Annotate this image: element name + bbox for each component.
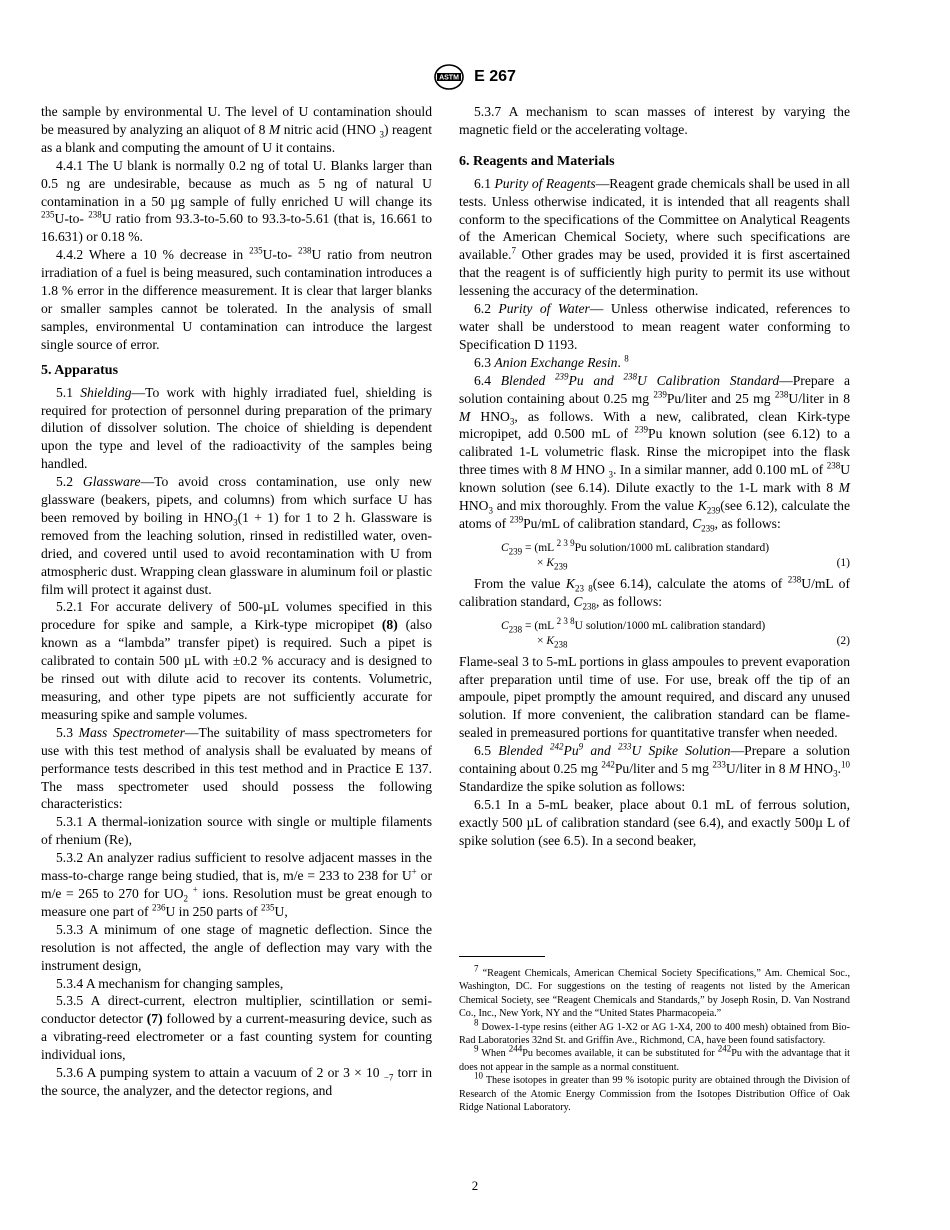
paragraph: 4.4.2 Where a 10 % decrease in $^{235}$U-to- $^{238}$U ratio from neutron irradiation of a fuel is being measured, such contamination introduces a 1.8 % error in the difference measurement. It is clear that larger blanks or smaller samples cannot be tolerated. In the analysis of small samples, environmental U contamination can introduce the largest single source of error. (41, 245, 432, 352)
paragraph: 6.1 Purity of Reagents—Reagent grade chemicals shall be used in all tests. Unless otherwise indicated, it is intended that all reagents shall conform to the specifications of the Committee on Analytical Reagents of the American Chemical Society, where such specifications are available.$^7$ Other grades may be used, provided it is first ascertained that the reagent is of sufficiently high purity to permit its use without lessening the accuracy of the determination. (459, 175, 851, 299)
paragraph: 5.3.6 A pumping system to attain a vacuum of 2 or 3 × 10 $_{-7}$ torr in the source, the analyzer, and the detector regions, and (41, 1065, 433, 1098)
paragraph: 5.3.3 A minimum of one stage of magnetic deflection. Since the resolution is not affected, the angle of deflection may vary with the instrument design, (41, 921, 432, 973)
equation-1-line1: $C_{239} = (mL$ $^{2 3 9}$Pu solution/1000 mL calibration standard) (501, 538, 770, 557)
paragraph: 6.3 Anion Exchange Resin. $^8$ (474, 353, 629, 370)
paragraph: 5.1 Shielding—To work with highly irradiated fuel, shielding is required for protection of personnel during preparation of the primary dilution of dissolver solution. The choice of shielding is dependent upon the type and level of the radioactivity of the samples being handled. (41, 384, 432, 472)
equation-2-line2: × $K_{238}$ (537, 634, 568, 649)
paragraph: 5.3 Mass Spectrometer—The suitability of mass spectrometers for use with this test method of analysis shall be evaluated by means of performance tests described in this test method and in Practice E 137. The mass spectrometer used should possess the following characteristics: (41, 724, 432, 812)
paragraph: 6.5 Blended $^{242}$Pu$^9$ and $^{233}$U Spike Solution—Prepare a solution containing about 0.25 mg $^{242}$Pu/liter and 5 mg $^{233}$U/liter in 8 M $HNO_3.^{10}$ Standardize the spike solution as follows: (459, 741, 850, 794)
paragraph: 5.3.7 A mechanism to scan masses of interest by varying the magnetic field or the accelerating voltage. (459, 104, 850, 137)
footnote-9: $^9$ When $^{244}$Pu becomes available, it can be substituted for $^{242}$Pu with the advantage that it does not appear in the sample as a normal constituent. (459, 1044, 851, 1073)
footnote-10: $^{10}$ These isotopes in greater than 99 % isotopic purity are obtained through the Division of Research of the Atomic Energy Commission from the Isotopes Distribution Office of Oak Ridge National Laboratory. (459, 1070, 850, 1114)
footnotes (459, 963, 851, 1114)
paragraph: the sample by environmental U. The level of U contamination should be measured by analyzing an aliquot of 8 M nitric acid (HNO $_3$) reagent as a blank and computing the amount of U it contains. (41, 104, 432, 155)
section-heading-reagents: 6. Reagents and Materials (459, 153, 615, 169)
footnote-8: $^8$ Dowex-1-type resins (either AG 1-X2 or AG 1-X4, 200 to 400 mesh) obtained from Bio-Rad Laboratories 32nd St. and Griffin Ave., Richmond, CA, have been found satisfactory. (459, 1017, 850, 1047)
equation-2-number: (2) (836, 634, 850, 647)
equation-1-line2: × $K_{239}$ (537, 556, 568, 572)
equation-1-number: (1) (836, 556, 850, 569)
paragraph: 6.5.1 In a 5-mL beaker, place about 0.1 mL of ferrous solution, exactly 500 µL of calibration standard (see 6.4), and exactly 500µ L of spike solution (see 6.5). In a second beaker, (459, 796, 850, 848)
document-designation: E 267 (474, 68, 516, 85)
paragraph: 6.2 Purity of Water— Unless otherwise indicated, references to water shall be understood to mean reagent water conforming to Specification D 1193. (459, 301, 850, 352)
section-heading-apparatus: 5. Apparatus (41, 362, 119, 378)
paragraph: 5.3.2 An analyzer radius sufficient to resolve adjacent masses in the mass-to-charge range being studied, that is, m/e = 233 to 238 for U+ or m/e = 265 to 270 for $UO_2$ + ions. Resolution must be great enough to measure one part of $^{236}$U in 250 parts of $^{235}$U, (41, 850, 432, 919)
paragraph: 5.3.1 A thermal-ionization source with single or multiple filaments of rhenium (Re), (41, 814, 432, 848)
equation-2 (459, 615, 850, 649)
page-header (0, 64, 950, 92)
right-column (459, 103, 850, 850)
paragraph: 6.4 Blended $^{239}$Pu and $^{238}$U Calibration Standard—Prepare a solution containing about 0.25 mg $^{239}$Pu/liter and 25 mg $^{238}$U/liter in 8 M $HNO_3$, as follows. With a new, calibrated, clean Kirk-type micropipet, add 0.500 mL of $^{239}$Pu known solution (see 6.12) to a calibrated 1-L volumetric flask. Rinse the micropipet into the flask three times with 8 M HNO $_3$. In a similar manner, add 0.100 mL of $^{238}$U known solution (see 6.14). Dilute exactly to the 1-L mark with 8 M $HNO_3$ and mix thoroughly. From the value $K_{239}(see$ 6.12), calculate the atoms of $^{239}$Pu/mL of calibration standard, $C_{239}$, as follows: (459, 371, 851, 534)
footnote-divider (459, 956, 545, 957)
paragraph: Flame-seal 3 to 5-mL portions in glass ampoules to prevent evaporation after preparation until time of use. For use, break off the tip of an ampoule, pipet promptly the amount required, and discard any unused solution. If more convenient, the calibration standard can be flame-sealed in premeasured portions for quantitative transfer when needed. (459, 653, 850, 741)
paragraph: 5.3.5 A direct-current, electron multiplier, scintillation or semi-conductor detector (7) followed by a current-measuring device, such as a vibrating-reed electrometer or a fast counting system for counting individual ions, (41, 993, 432, 1063)
svg-text:ASTM: ASTM (439, 74, 460, 82)
footnote-7: $^7$ “Reagent Chemicals, American Chemical Society Specifications,” Am. Chemical Soc., Washington, DC. For suggestions on the testing of reagents not listed by the American Chemical Society, see “Reagent Chemicals and Standards,” by Joseph Rosin, D. Van Nostrand Co., Inc., New York, NY and the “United States Pharmacopeia.” (459, 963, 850, 1020)
left-column (41, 103, 432, 1100)
paragraph: 5.2 Glassware—To avoid cross contamination, use only new glassware (beakers, pipets, and columns) from which surface U has been removed by boiling in $HNO_3(1 + 1)$ for 1 to 2 h. Glassware is removed from the leaching solution, rinsed in redistilled water, oven-dried, and covered until used to avoid recontamination with U from atmospheric dust. Wrapping clean glassware in aluminum foil or plastic film will protect it against dust. (41, 474, 433, 597)
equation-2-line1: $C_{238} = (mL$ $^{2 3 8}$U solution/1000 mL calibration standard) (501, 615, 766, 634)
page-number: 2 (471, 1178, 479, 1193)
paragraph: 5.2.1 For accurate delivery of 500-µL volumes specified in this procedure for spike and sample, a Kirk-type micropipet (8) (also known as a “lambda” transfer pipet) is required. Such a pipet is calibrated to contain 500 µL with ±0.2 % accuracy and is designed to be rinsed out with dilute acid to recover its contents. Volumetric, measuring, and other type pipets are not sufficiently accurate for measuring spike and sample volumes. (41, 599, 432, 722)
equation-1 (459, 538, 850, 572)
astm-logo-icon (434, 64, 464, 90)
paragraph: 5.3.4 A mechanism for changing samples, (56, 975, 284, 991)
paragraph: 4.4.1 The U blank is normally 0.2 ng of total U. Blanks larger than 0.5 ng are undesirable, because as much as 5 ng of natural U contamination in a 50 µg sample of fully enriched U will change its $^{235}$U-to- $^{238}$U ratio from 93.3-to-5.60 to 93.3-to-5.61 (that is, 16.661 to 16.631) or 0.18 %. (41, 157, 433, 245)
paragraph: From the value $K_{23 8}(see$ 6.14), calculate the atoms of $^{238}$U/mL of calibration standard, $C_{238}$, as follows: (459, 574, 851, 612)
